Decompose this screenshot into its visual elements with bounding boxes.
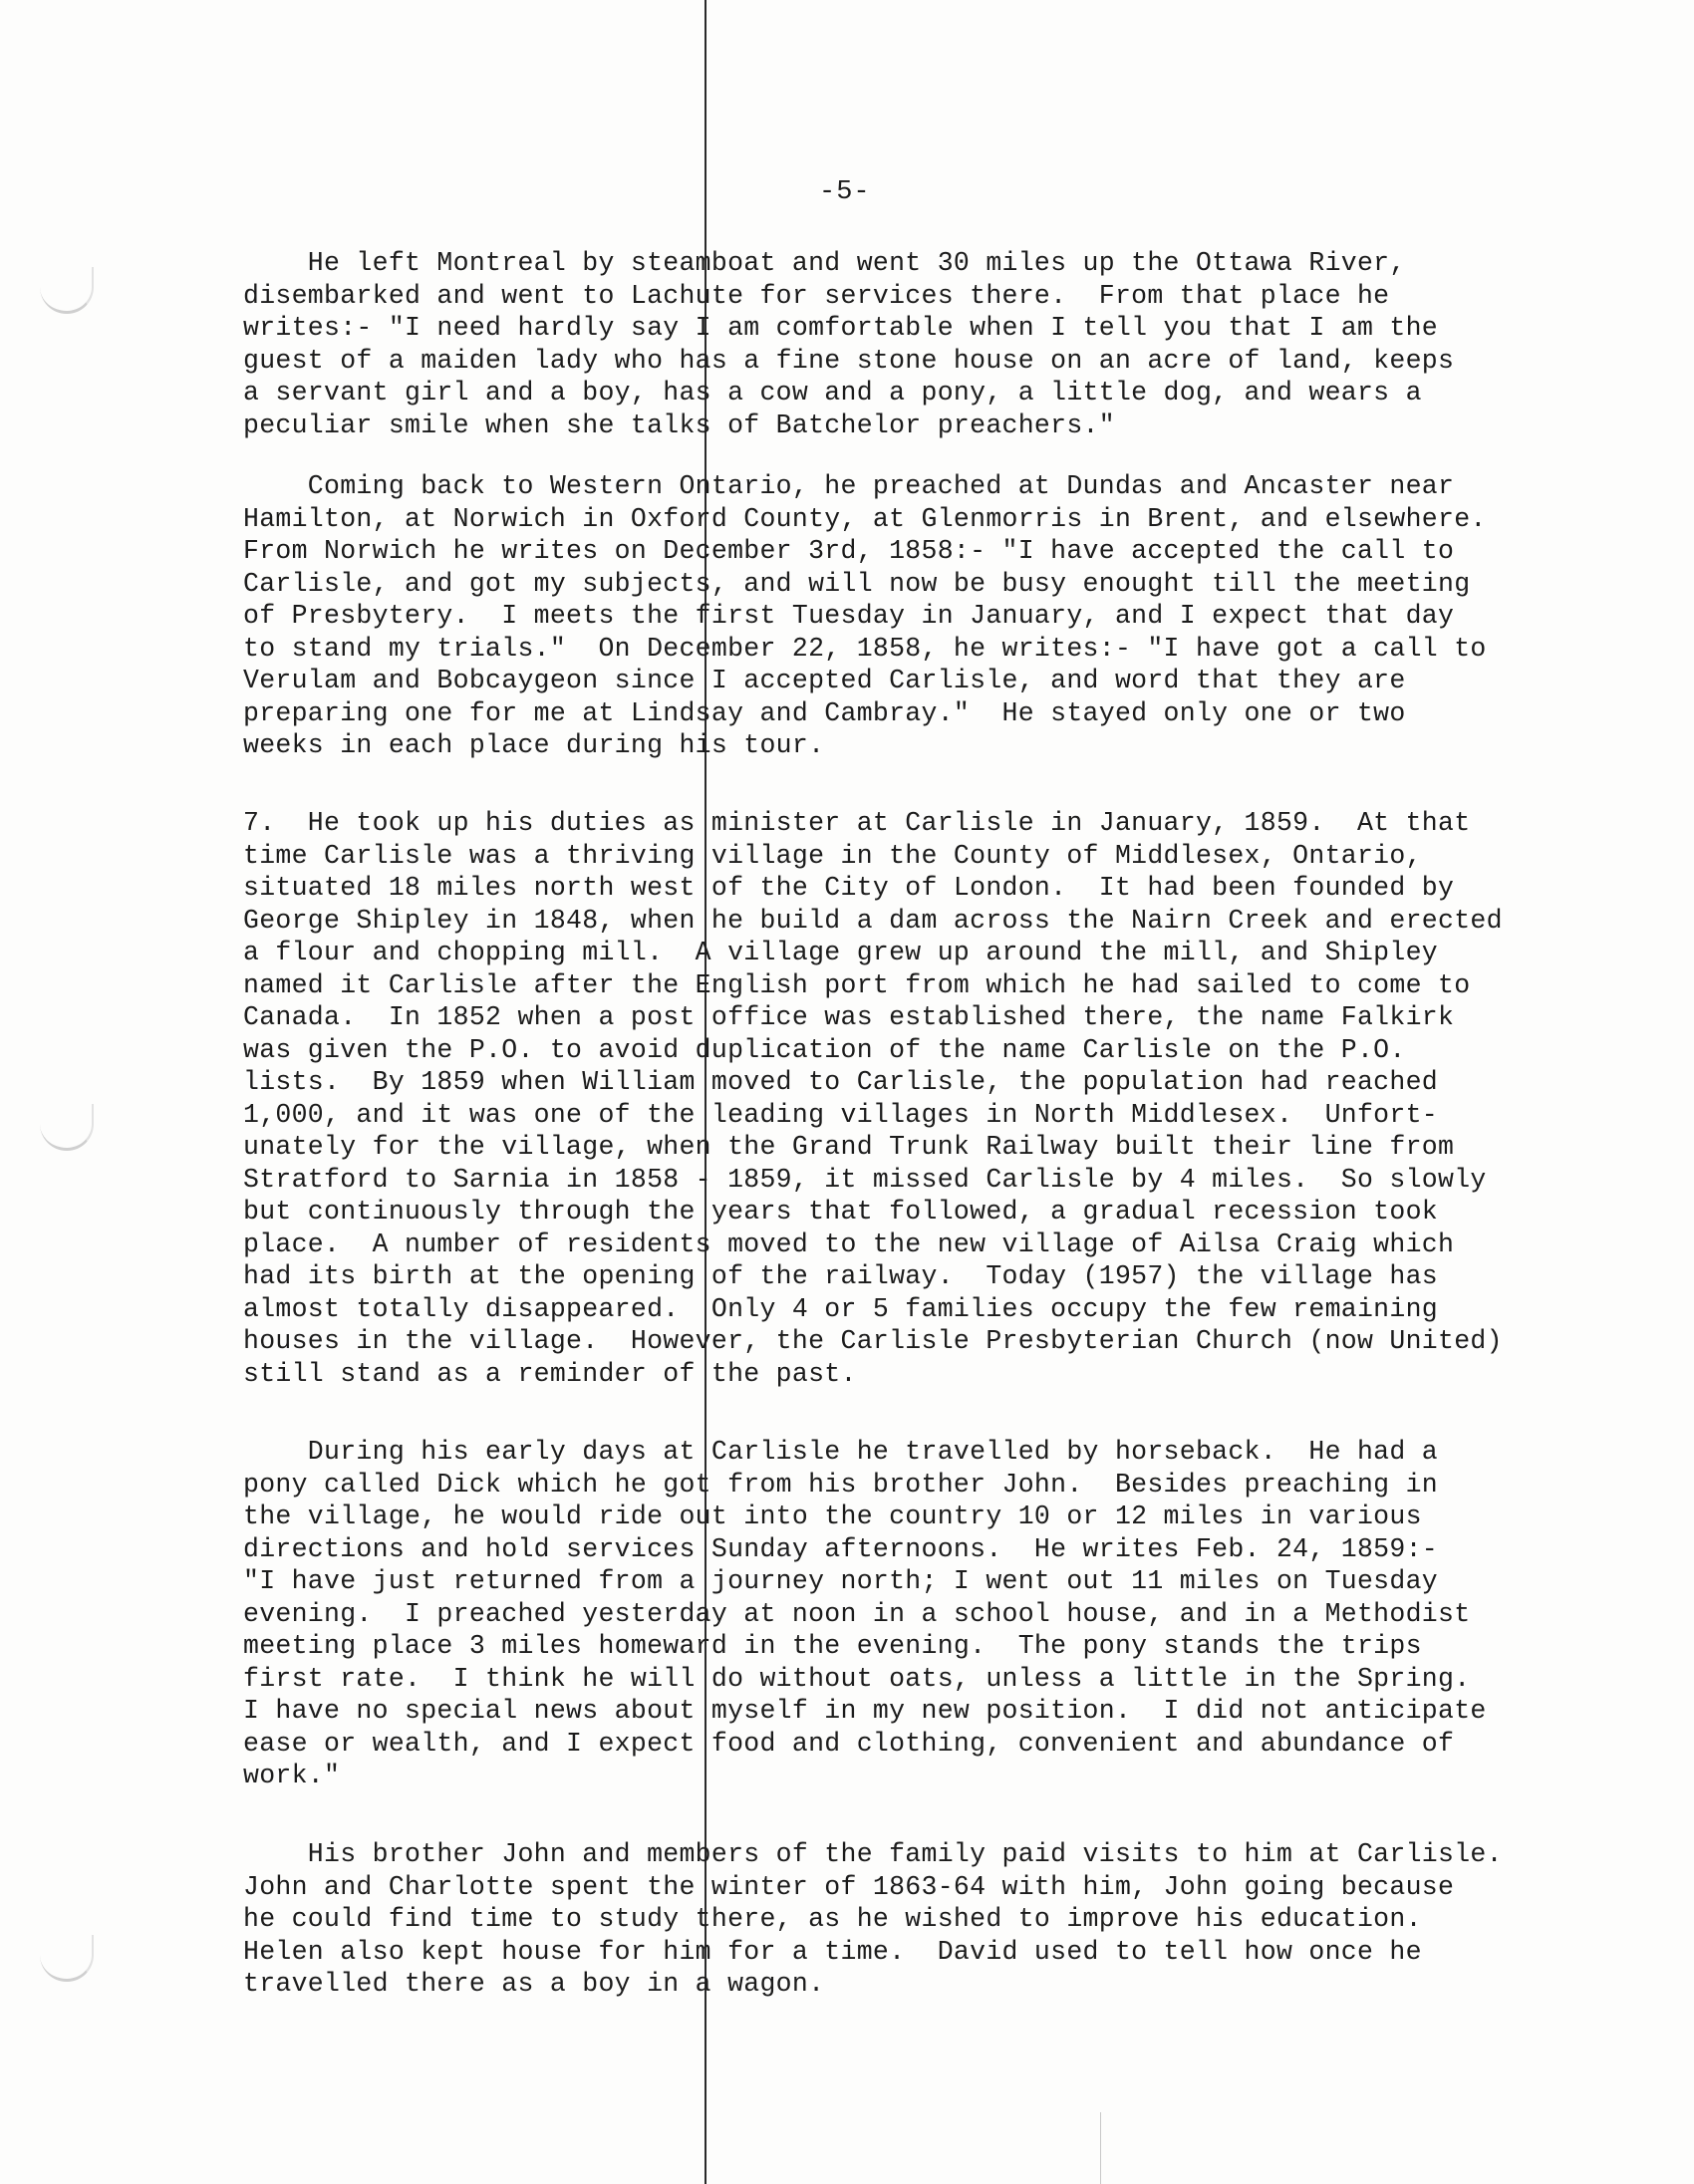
binder-hole-bottom: [40, 1935, 94, 1982]
paragraph-early-days: During his early days at Carlisle he travelled by horseback. He had a pony called Dick which he got from his brother John. Besides preaching in the village, he would ride out into the country 10 or 12 miles in various directions and hold services Sunday afternoons. He writes Feb. 24, 1859:- "I have just returned from a journey north; I went out 11 miles on Tuesday evening. I preached yesterday at noon in a school house, and in a Methodist meeting place 3 miles homeward in the evening. The pony stands the trips first rate. I think he will do without oats, unless a little in the Spring. I have no special news about myself in my new position. I did not anticipate ease or wealth, and I expect food and clothing, convenient and abundance of work.": [243, 1437, 1487, 1790]
paragraph-montreal: He left Montreal by steamboat and went 30 miles up the Ottawa River, disembarked and went to Lachute for services there. From that place he writes:- "I need hardly say I am comfortable when I tell you that I am the guest of a maiden lady who has a fine stone house on an acre of land, keeps a servant girl and a boy, has a cow and a pony, a little dog, and wears a peculiar smile when she talks of Batchelor preachers.": [243, 248, 1455, 440]
paragraph-family-visits: His brother John and members of the family paid visits to him at Carlisle. John and Charlotte spent the winter of 1863-64 with him, John going because he could find time to study there, as he wished to improve his education. Helen also kept house for him for a time. David used to tell how once he travelled there as a boy in a wagon.: [243, 1839, 1503, 1999]
binder-hole-top: [40, 267, 94, 314]
paragraph-carlisle-history: 7. He took up his duties as minister at Carlisle in January, 1859. At that time Carlisle was a thriving village in the County of Middlesex, Ontario, situated 18 miles north west of the City of London. It had been founded by George Shipley in 1848, when he build a dam across the Nairn Creek and erected a flour and chopping mill. A village grew up around the mill, and Shipley named it Carlisle after the English port from which he had sailed to come to Canada. In 1852 when a post office was established there, the name Falkirk was given the P.O. to avoid duplication of the name Carlisle on the P.O. lists. By 1859 when William moved to Carlisle, the population had reached 1,000, and it was one of the leading villages in North Middlesex. Unfort- unately for the village, when the Grand Trunk Railway built their line from Stratford to Sarnia in 1858 - 1859, it missed Carlisle by 4 miles. So slowly but continuously through the years that followed, a gradual recession took place. A number of residents moved to the new village of Ailsa Craig which had its birth at the opening of the railway. Today (1957) the village has almost totally disappeared. Only 4 or 5 families occupy the few remaining houses in the village. However, the Carlisle Presbyterian Church (now United) still stand as a reminder of the past.: [243, 808, 1503, 1389]
paragraph-western-ontario: Coming back to Western Ontario, he preached at Dundas and Ancaster near Hamilton, at Norwich in Oxford County, at Glenmorris in Brent, and elsewhere. From Norwich he writes on December 3rd, 1858:- "I have accepted the call to Carlisle, and got my subjects, and will now be busy enought till the meeting of Presbytery. I meets the first Tuesday in January, and I expect that day to stand my trials." On December 22, 1858, he writes:- "I have got a call to Verulam and Bobcaygeon since I accepted Carlisle, and word that they are preparing one for me at Lindsay and Cambray." He stayed only one or two weeks in each place during his tour.: [243, 471, 1487, 760]
page-number: -5-: [819, 177, 871, 207]
paper-crease: [1100, 2112, 1101, 2184]
binder-hole-middle: [40, 1104, 94, 1151]
